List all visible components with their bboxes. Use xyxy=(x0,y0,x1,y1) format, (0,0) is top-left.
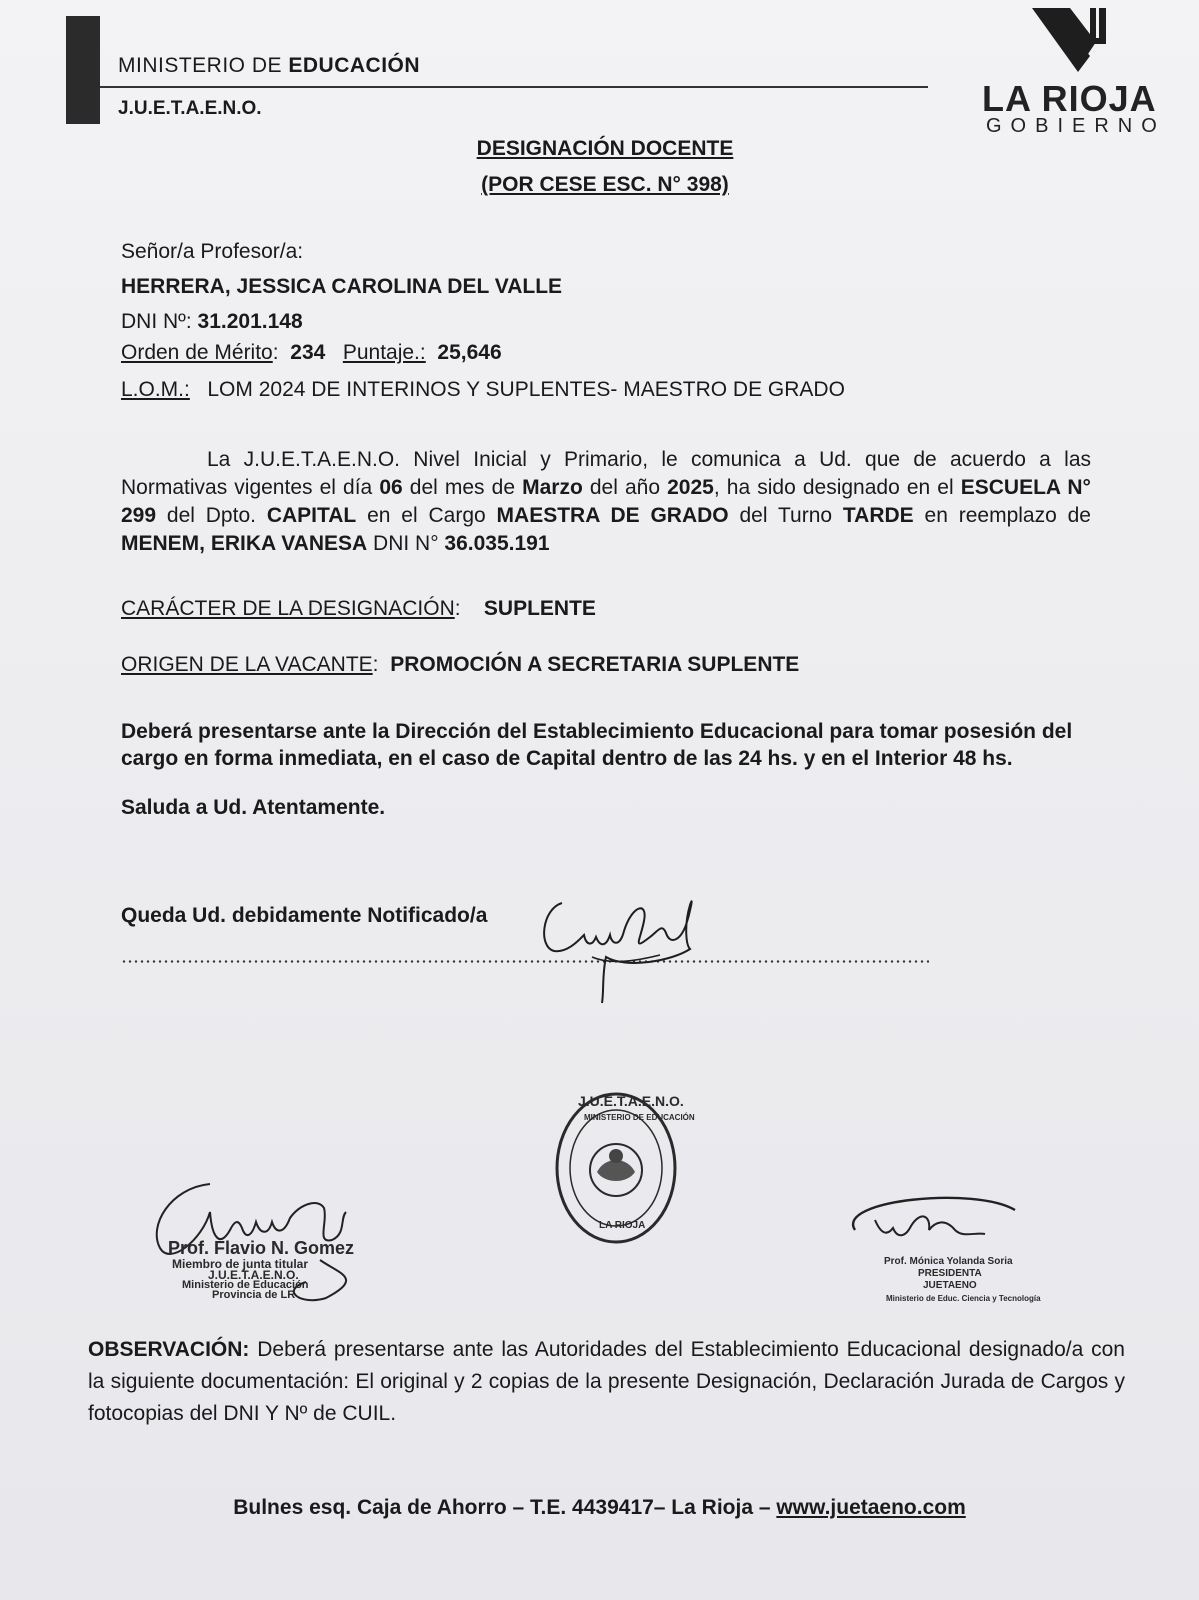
day-value: 06 xyxy=(379,476,403,499)
la-rioja-logo-icon xyxy=(1030,6,1110,74)
left-signer-province: Provincia de LR xyxy=(212,1289,296,1301)
notified-text: Queda Ud. debidamente Notificado/a xyxy=(121,904,488,927)
document-title: DESIGNACIÓN DOCENTE xyxy=(476,137,734,160)
footer-website-link[interactable]: www.juetaeno.com xyxy=(776,1496,966,1519)
origen-label: ORIGEN DE LA VACANTE xyxy=(121,653,373,676)
replaced-dni: 36.035.191 xyxy=(444,532,550,555)
footer xyxy=(0,1496,1199,1520)
ministry-name xyxy=(118,54,420,78)
stamp-top-text: J.U.E.T.A.E.N.O. xyxy=(578,1093,684,1109)
right-signer-ministry: Ministerio de Educ. Ciencia y Tecnología xyxy=(886,1294,1041,1303)
signature-dotted-line xyxy=(121,960,929,963)
ministry-bold: EDUCACIÓN xyxy=(288,54,421,77)
puntaje-value: 25,646 xyxy=(437,341,502,364)
closing-text: Saluda a Ud. Atentamente. xyxy=(121,796,386,819)
salutation: Señor/a Profesor/a: xyxy=(121,240,304,263)
left-signer-name: Prof. Flavio N. Gomez xyxy=(168,1238,355,1258)
header-bar xyxy=(66,16,100,124)
lom-value: LOM 2024 DE INTERINOS Y SUPLENTES- MAESTRO DE GRADO xyxy=(207,378,845,401)
orden-value: 234 xyxy=(290,341,326,364)
office-name: J.U.E.T.A.E.N.O. xyxy=(118,98,262,119)
origen-row: ORIGEN DE LA VACANTE: PROMOCIÓN A SECRETARIA SUPLENTE xyxy=(121,653,800,676)
origen-value: PROMOCIÓN A SECRETARIA SUPLENTE xyxy=(390,653,800,676)
header-rule xyxy=(100,86,928,88)
logo-sub: GOBIERNO xyxy=(986,115,1166,137)
orden-label: Orden de Mérito xyxy=(121,341,273,364)
replaced-name: MENEM, ERIKA VANESA xyxy=(121,532,368,555)
right-signer-office: JUETAENO xyxy=(923,1280,977,1291)
right-signer-name: Prof. Mónica Yolanda Soria xyxy=(884,1256,1013,1267)
caracter-value: SUPLENTE xyxy=(483,597,596,620)
observation-text: Deberá presentarse ante las Autoridades del Establecimiento Educacional designado/a con la siguiente documentación: El original y 2 copias de la presente Designación, Declaración Jurada de Cargos y fotocopias del DNI Y Nº de CUIL. xyxy=(88,1338,1125,1425)
ministry-prefix: MINISTERIO DE xyxy=(118,54,289,77)
caracter-row: CARÁCTER DE LA DESIGNACIÓN: SUPLENTE xyxy=(121,597,596,620)
left-signer-role: Miembro de junta titular xyxy=(172,1257,309,1271)
dni-row xyxy=(121,310,303,334)
recipient-signature xyxy=(540,895,720,1015)
dni-label: DNI Nº: xyxy=(121,310,192,333)
dept-value: CAPITAL xyxy=(266,504,357,527)
body-paragraph: La J.U.E.T.A.E.N.O. Nivel Inicial y Primario, le comunica a Ud. que de acuerdo a las Normativas vigentes el día 06 del mes de Marzo del año 2025, ha sido designado en el ESCUELA N° 299 del Dpto. CAPITAL en el Cargo MAESTRA DE GRADO del Turno TARDE en reemplazo de MENEM, ERIKA VANESA DNI N° 36.035.191 xyxy=(121,448,1091,555)
document-subtitle: (POR CESE ESC. N° 398) xyxy=(481,173,729,196)
observation-paragraph xyxy=(88,1334,1125,1430)
year-value: 2025 xyxy=(667,476,714,499)
dni-value: 31.201.148 xyxy=(197,310,303,333)
stamp-ring-text: MINISTERIO DE EDUCACIÓN xyxy=(584,1113,695,1122)
left-signer-ministry: Ministerio de Educación xyxy=(182,1279,309,1291)
puntaje-label: Puntaje.: xyxy=(342,341,426,364)
footer-address: Bulnes esq. Caja de Ahorro – T.E. 4439417– La Rioja – xyxy=(233,1496,777,1519)
lom-label: L.O.M.: xyxy=(121,378,190,401)
recipient-name: HERRERA, JESSICA CAROLINA DEL VALLE xyxy=(121,275,563,298)
stamp-bottom-text: LA RIOJA xyxy=(599,1220,646,1231)
merit-row: Orden de Mérito: 234 Puntaje.: 25,646 xyxy=(121,341,502,364)
left-signer-office: J.U.E.T.A.E.N.O. xyxy=(208,1268,299,1282)
observation-label: OBSERVACIÓN: xyxy=(88,1338,250,1361)
cargo-value: MAESTRA DE GRADO xyxy=(496,504,729,527)
lom-row xyxy=(121,378,845,402)
logo-name: LA RIOJA xyxy=(982,78,1157,119)
turno-value: TARDE xyxy=(842,504,914,527)
school-value: ESCUELA N° 299 xyxy=(121,476,1091,527)
instruction-text: Deberá presentarse ante la Dirección del Establecimiento Educacional para tomar posesión del cargo en forma inmediata, en el caso de Capital dentro de las 24 hs. y en el Interior 48 hs. xyxy=(121,720,1073,770)
caracter-label: CARÁCTER DE LA DESIGNACIÓN xyxy=(121,597,455,620)
right-signer-role: PRESIDENTA xyxy=(918,1268,982,1279)
month-value: Marzo xyxy=(522,476,583,499)
